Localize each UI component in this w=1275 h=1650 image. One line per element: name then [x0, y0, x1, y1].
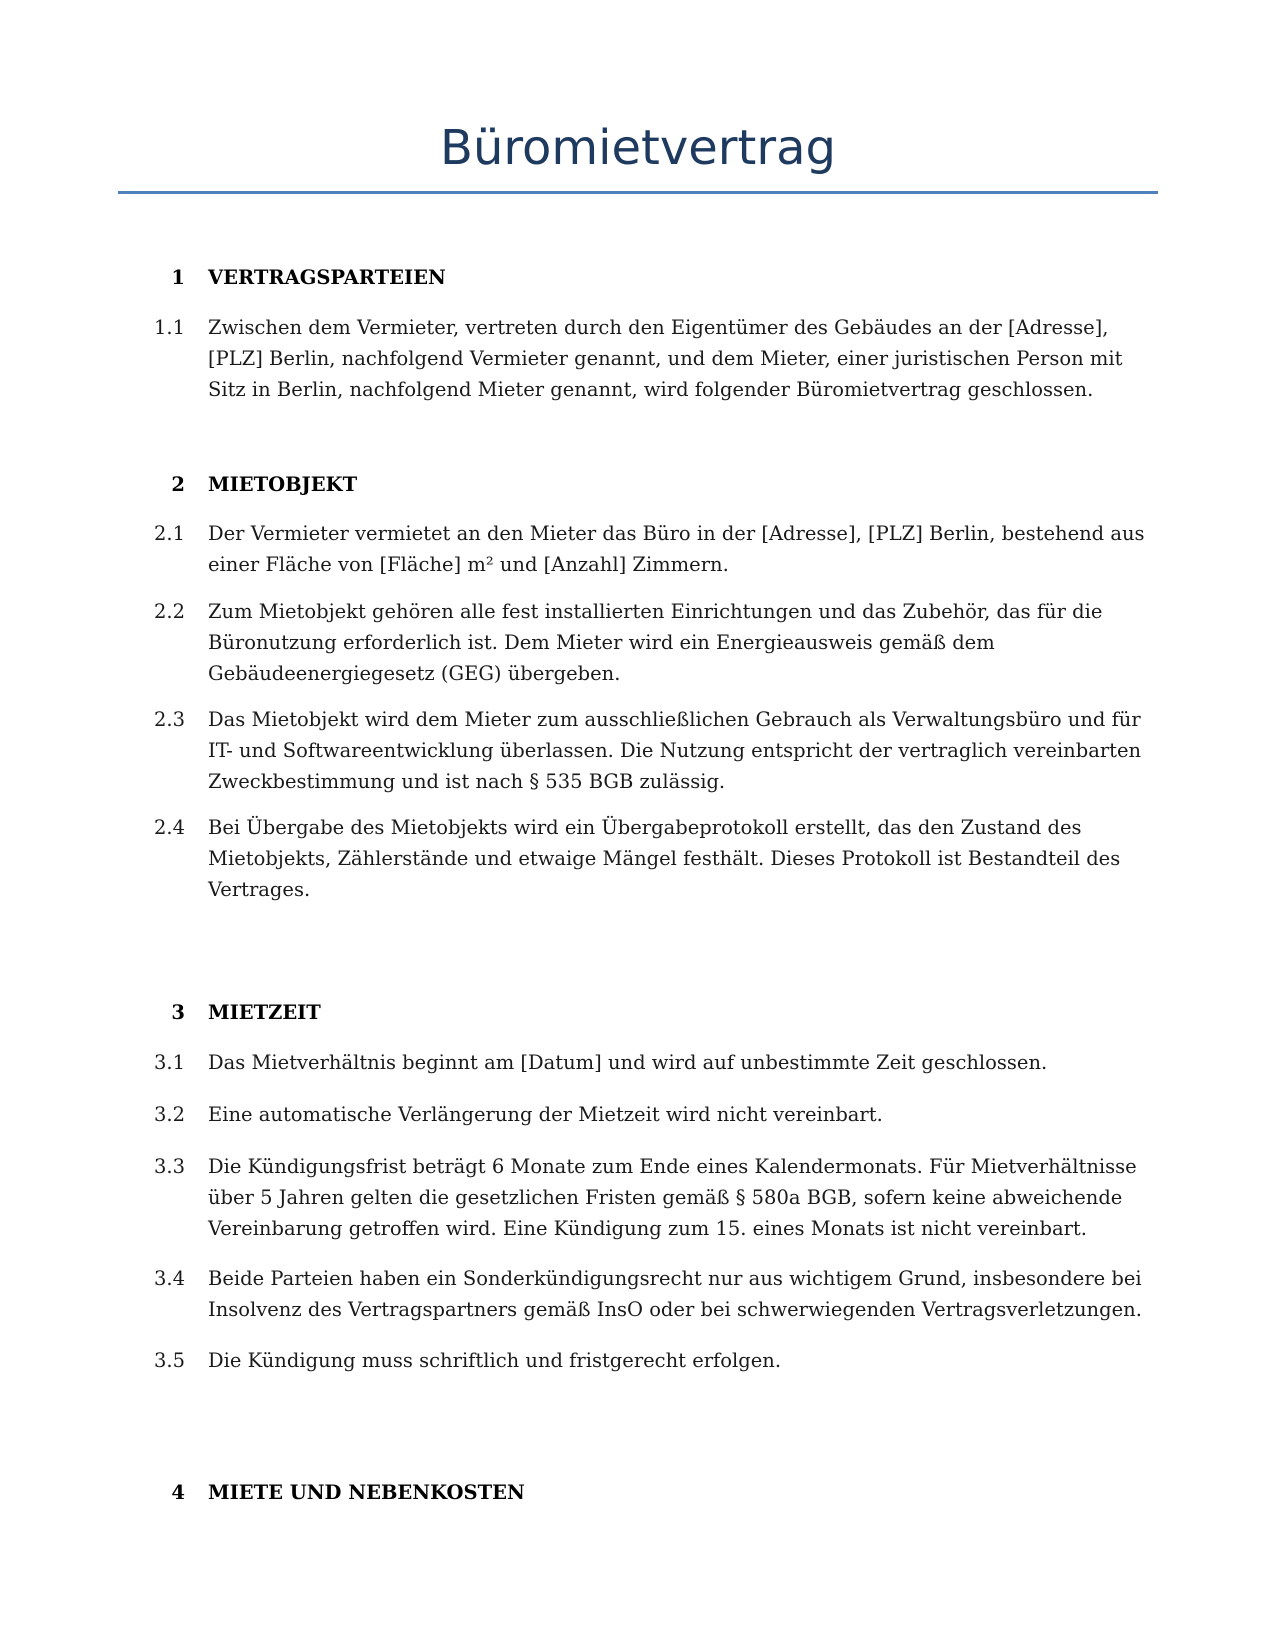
- clause-text: Die Kündigungsfrist beträgt 6 Monate zum Ende eines Kalendermonats. Für Mietverhältnisse über 5 Jahren gelten die gesetzlichen Fristen gemäß § 580a BGB, sofern keine abweichende Vereinbarung getroffen wird. Eine Kündigung zum 15. eines Monats ist nicht vereinbart.: [208, 1155, 1137, 1240]
- clause-text: Eine automatische Verlängerung der Mietzeit wird nicht vereinbart.: [208, 1103, 883, 1126]
- section-number: 4: [171, 1481, 185, 1504]
- clause-text: Beide Parteien haben ein Sonderkündigungsrecht nur aus wichtigem Grund, insbesondere bei Insolvenz des Vertragspartners gemäß InsO oder bei schwerwiegenden Vertragsverletzungen.: [208, 1267, 1142, 1321]
- clause-number: 3.5: [153, 1349, 185, 1372]
- clause-text: Der Vermieter vermietet an den Mieter das Büro in der [Adresse], [PLZ] Berlin, bestehend aus einer Fläche von [Fläche] m² und [Anzahl] Zimmern.: [208, 522, 1145, 576]
- section-title: MIETZEIT: [208, 1001, 321, 1024]
- document-title: Büromietvertrag: [440, 120, 836, 176]
- section-title: MIETOBJEKT: [208, 473, 358, 496]
- clause-number: 2.2: [153, 600, 185, 623]
- clause-text: Zum Mietobjekt gehören alle fest installierten Einrichtungen und das Zubehör, das für die Büronutzung erforderlich ist. Dem Mieter wird ein Energieausweis gemäß dem Gebäudeenergiegesetz (GEG) übergeben.: [208, 600, 1103, 685]
- clause-number: 3.3: [153, 1155, 185, 1178]
- clause-text: Das Mietobjekt wird dem Mieter zum ausschließlichen Gebrauch als Verwaltungsbüro und für IT- und Softwareentwicklung überlassen. Die Nutzung entspricht der vertraglich vereinbarten Zweckbestimmung und ist nach § 535 BGB zulässig.: [208, 708, 1142, 793]
- clause-number: 3.1: [153, 1051, 185, 1074]
- section-number: 1: [171, 266, 185, 289]
- clause-text: Bei Übergabe des Mietobjekts wird ein Übergabeprotokoll erstellt, das den Zustand des Mietobjekts, Zählerstände und etwaige Mängel festhält. Dieses Protokoll ist Bestandteil des Vertrages.: [208, 816, 1121, 901]
- clause-text: Die Kündigung muss schriftlich und fristgerecht erfolgen.: [208, 1349, 782, 1372]
- clause-number: 2.4: [153, 816, 185, 839]
- title-underline: [118, 191, 1158, 194]
- clause-number: 3.4: [153, 1267, 185, 1290]
- section-number: 3: [171, 1001, 185, 1024]
- clause-text: Zwischen dem Vermieter, vertreten durch den Eigentümer des Gebäudes an der [Adresse], [PLZ] Berlin, nachfolgend Vermieter genannt, und dem Mieter, einer juristischen Person mit Sitz in Berlin, nachfolgend Mieter genannt, wird folgender Büromietvertrag geschlossen.: [208, 316, 1123, 401]
- clause-number: 3.2: [153, 1103, 185, 1126]
- clause-number: 2.1: [153, 522, 185, 545]
- clause-number: 1.1: [153, 316, 185, 339]
- section-title: VERTRAGSPARTEIEN: [208, 266, 446, 289]
- section-title: MIETE UND NEBENKOSTEN: [208, 1481, 525, 1504]
- clause-text: Das Mietverhältnis beginnt am [Datum] und wird auf unbestimmte Zeit geschlossen.: [208, 1051, 1048, 1074]
- section-number: 2: [171, 473, 185, 496]
- clause-number: 2.3: [153, 708, 185, 731]
